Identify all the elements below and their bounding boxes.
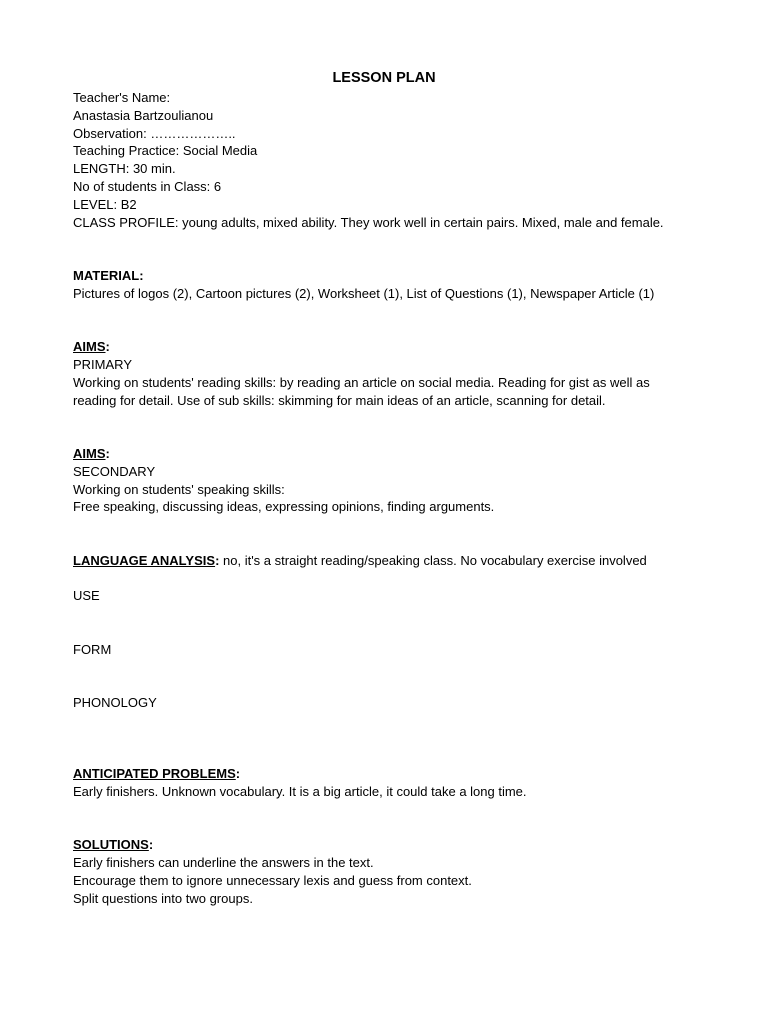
spacer xyxy=(73,712,693,748)
spacer xyxy=(73,570,693,588)
aims-secondary-line-1: Working on students' speaking skills: xyxy=(73,481,285,497)
aims-primary-text: Working on students' reading skills: by reading an article on social media. Reading for gist as well as reading for detail. Use of sub skills: skimming for main ideas of an article, scanning for detail. xyxy=(73,374,650,408)
students-count-line: No of students in Class: 6 xyxy=(73,178,222,194)
anticipated-problems-heading-line xyxy=(73,765,693,783)
solutions-heading: SOLUTIONS xyxy=(73,837,149,853)
teacher-name: Anastasia Bartzoulianou xyxy=(73,107,214,123)
solutions-colon: : xyxy=(148,837,154,853)
aims-secondary-line-2: Free speaking, discussing ideas, expressing opinions, finding arguments. xyxy=(73,499,495,515)
aims-primary-colon: : xyxy=(105,339,110,355)
use-label: USE xyxy=(73,588,100,604)
aims-secondary-colon: : xyxy=(105,445,110,461)
language-analysis-text: no, it's a straight reading/speaking class. No vocabulary exercise involved xyxy=(219,552,647,568)
aims-secondary-heading-line xyxy=(73,445,693,463)
spacer xyxy=(73,801,693,837)
spacer xyxy=(73,231,693,267)
anticipated-problems-text: Early finishers. Unknown vocabulary. It is a big article, it could take a long time. xyxy=(73,784,527,800)
teaching-practice-line: Teaching Practice: Social Media xyxy=(73,143,258,159)
lesson-plan-body xyxy=(73,89,693,908)
aims-primary-heading: AIMS xyxy=(73,339,106,355)
material-text: Pictures of logos (2), Cartoon pictures (2), Worksheet (1), List of Questions (1), Newspaper Article (1) xyxy=(73,285,655,301)
spacer xyxy=(73,516,693,552)
material-heading: MATERIAL: xyxy=(73,267,144,283)
solution-line-3: Split questions into two groups. xyxy=(73,890,253,906)
spacer xyxy=(73,303,693,339)
solutions-heading-line xyxy=(73,836,693,854)
anticipated-problems-heading: ANTICIPATED PROBLEMS xyxy=(73,766,236,782)
spacer xyxy=(73,659,693,695)
aims-primary-subheading: PRIMARY xyxy=(73,356,132,372)
language-analysis-colon: : xyxy=(215,552,220,568)
spacer xyxy=(73,605,693,641)
spacer xyxy=(73,747,693,765)
anticipated-problems-colon: : xyxy=(235,766,241,782)
language-analysis-heading: LANGUAGE ANALYSIS xyxy=(73,552,216,568)
solution-line-1: Early finishers can underline the answers in the text. xyxy=(73,855,374,871)
level-line: LEVEL: B2 xyxy=(73,196,137,212)
class-profile-text: CLASS PROFILE: young adults, mixed ability. They work well in certain pairs. Mixed, male and female. xyxy=(73,214,664,230)
aims-primary-heading-line xyxy=(73,338,693,356)
observation-line: Observation: ……………….. xyxy=(73,125,236,141)
phonology-label: PHONOLOGY xyxy=(73,695,157,711)
aims-secondary-heading: AIMS xyxy=(73,445,106,461)
spacer xyxy=(73,409,693,445)
solution-line-2: Encourage them to ignore unnecessary lexis and guess from context. xyxy=(73,873,472,889)
page-title: LESSON PLAN xyxy=(332,70,436,86)
teacher-name-label: Teacher's Name: xyxy=(73,90,171,105)
aims-secondary-subheading: SECONDARY xyxy=(73,463,156,479)
form-label: FORM xyxy=(73,641,112,657)
length-line: LENGTH: 30 min. xyxy=(73,161,176,177)
language-analysis-line xyxy=(73,552,693,570)
